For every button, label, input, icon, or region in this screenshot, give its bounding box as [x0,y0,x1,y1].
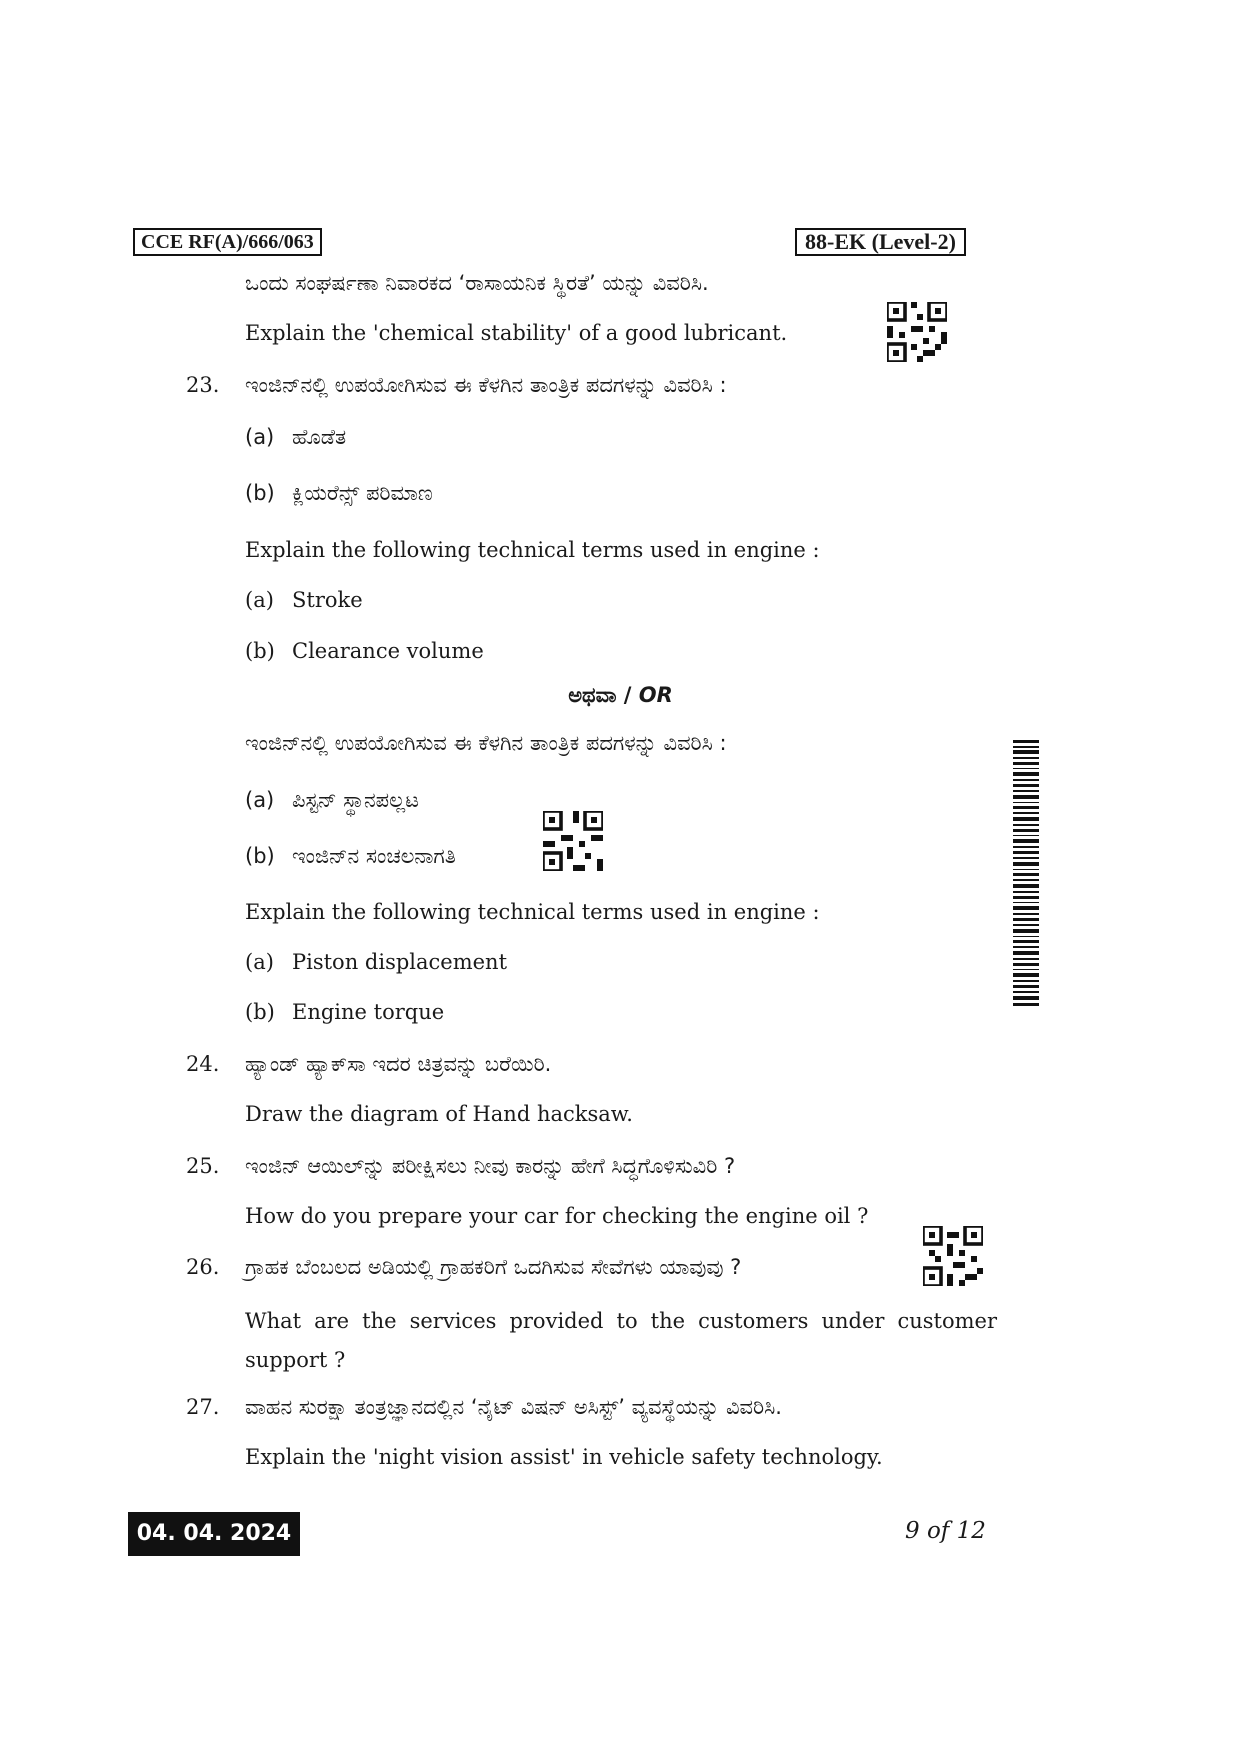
q23-kannada: ಇಂಜಿನ್‌ನಲ್ಲಿ ಉಪಯೋಗಿಸುವ ಈ ಕೆಳಗಿನ ತಾಂತ್ರಿಕ ಪದಗಳನ್ನು ವಿವರಿಸಿ : [245,373,727,397]
q23-en-a: (a) Stroke [245,588,363,612]
q23-or-english: Explain the following technical terms used in engine : [245,900,820,924]
q26-number: 26. [186,1255,220,1279]
q23-en-b: (b) Clearance volume [245,639,484,663]
q27-english: Explain the 'night vision assist' in vehicle safety technology. [245,1445,883,1469]
qr-code-icon [543,811,603,871]
q23-or-en-b: (b) Engine torque [245,1000,445,1024]
qr-code-icon [887,302,947,362]
or-divider: ಅಥವಾ / OR [568,683,673,707]
q23-or-kn-a: (a) ಪಿಸ್ಟನ್ ಸ್ಥಾನಪಲ್ಲಟ [245,788,419,812]
q24-number: 24. [186,1052,220,1076]
subject-code: 88-EK (Level-2) [795,228,966,256]
page-number: 9 of 12 [905,1518,986,1544]
qr-code-icon [923,1226,983,1286]
q23-kn-b: (b) ಕ್ಲಿಯರೆನ್ಸ್ ಪರಿಮಾಣ [245,481,433,505]
q24-kannada: ಹ್ಯಾಂಡ್ ಹ್ಯಾಕ್‌ಸಾ ಇದರ ಚಿತ್ರವನ್ನು ಬರೆಯಿರಿ. [245,1052,552,1076]
q25-kannada: ಇಂಜಿನ್ ಆಯಿಲ್‌ನ್ನು ಪರೀಕ್ಷಿಸಲು ನೀವು ಕಾರನ್ನು ಹೇಗೆ ಸಿದ್ಧಗೊಳಿಸುವಿರಿ ? [245,1154,736,1178]
q23-or-en-a: (a) Piston displacement [245,950,508,974]
paper-code: CCE RF(A)/666/063 [133,228,322,256]
q27-kannada: ವಾಹನ ಸುರಕ್ಷಾ ತಂತ್ರಜ್ಞಾನದಲ್ಲಿನ ‘ನೈಟ್ ವಿಷನ್ ಅಸಿಸ್ಟ್’ ವ್ಯವಸ್ಥೆಯನ್ನು ವಿವರಿಸಿ. [245,1395,782,1419]
barcode-icon [1013,740,1039,1008]
q23-or-kn-b: (b) ಇಂಜಿನ್‌ನ ಸಂಚಲನಾಗತಿ [245,844,456,868]
exam-date: 04. 04. 2024 [128,1512,300,1556]
q23-kn-a: (a) ಹೊಡೆತ [245,425,347,449]
q23-number: 23. [186,373,220,397]
q26-kannada: ಗ್ರಾಹಕ ಬೆಂಬಲದ ಅಡಿಯಲ್ಲಿ ಗ್ರಾಹಕರಿಗೆ ಒದಗಿಸುವ ಸೇವೆಗಳು ಯಾವುವು ? [245,1255,742,1279]
q26-english: What are the services provided to the customers under customer support ? [245,1309,997,1372]
q22-kannada: ಒಂದು ಸಂಘರ್ಷಣಾ ನಿವಾರಕದ ‘ರಾಸಾಯನಿಕ ಸ್ಥಿರತೆ’ ಯನ್ನು ವಿವರಿಸಿ. [245,271,709,295]
q27-number: 27. [186,1395,220,1419]
q24-english: Draw the diagram of Hand hacksaw. [245,1102,633,1126]
q23-or-kannada: ಇಂಜಿನ್‌ನಲ್ಲಿ ಉಪಯೋಗಿಸುವ ಈ ಕೆಳಗಿನ ತಾಂತ್ರಿಕ ಪದಗಳನ್ನು ವಿವರಿಸಿ : [245,731,727,755]
q25-number: 25. [186,1154,220,1178]
q23-english: Explain the following technical terms used in engine : [245,538,820,562]
q22-english: Explain the 'chemical stability' of a good lubricant. [245,321,788,345]
q25-english: How do you prepare your car for checking the engine oil ? [245,1204,869,1228]
